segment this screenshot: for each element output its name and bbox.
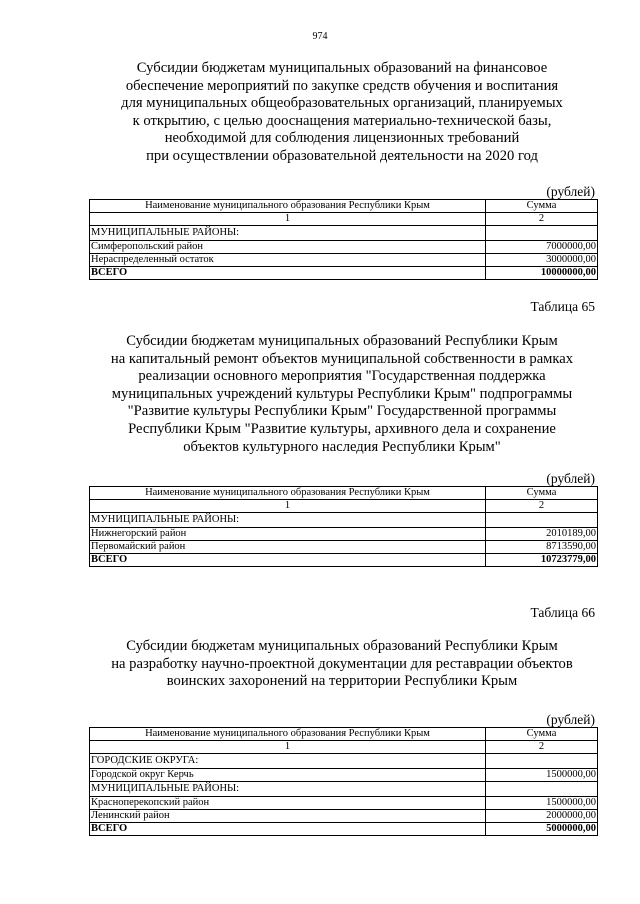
title-line: "Развитие культуры Республики Крым" Государственной программы bbox=[127, 403, 557, 420]
header-row bbox=[90, 487, 598, 500]
row-name: МУНИЦИПАЛЬНЫЕ РАЙОНЫ: bbox=[90, 513, 486, 528]
column-index-1: 1 bbox=[90, 212, 486, 225]
header-row bbox=[90, 199, 598, 212]
row-name: Нижнегорский район bbox=[90, 528, 486, 541]
section-title bbox=[89, 638, 595, 691]
column-index-2: 2 bbox=[486, 740, 598, 753]
table-row bbox=[90, 513, 598, 528]
total-label: ВСЕГО bbox=[90, 266, 486, 279]
title-line: для муниципальных общеобразовательных организаций, планируемых bbox=[121, 95, 563, 112]
row-sum: 7000000,00 bbox=[486, 240, 598, 253]
row-name: Первомайский район bbox=[90, 541, 486, 554]
row-sum: 1500000,00 bbox=[486, 796, 598, 809]
total-row bbox=[90, 266, 598, 279]
total-label: ВСЕГО bbox=[90, 554, 486, 567]
title-line: на капитальный ремонт объектов муниципальной собственности в рамках bbox=[110, 350, 574, 367]
table-row bbox=[90, 528, 598, 541]
table-row bbox=[90, 225, 598, 240]
title-line: к открытию, с целью дооснащения материально-технической базы, bbox=[132, 112, 552, 129]
total-sum: 10723779,00 bbox=[486, 554, 598, 567]
subsidy-section-65 bbox=[89, 299, 595, 567]
total-row bbox=[90, 822, 598, 835]
title-line: муниципальных учреждений культуры Республики Крым" подпрограммы bbox=[111, 385, 573, 402]
unit-label: (рублей) bbox=[546, 471, 595, 487]
index-row bbox=[90, 212, 598, 225]
column-index-1: 1 bbox=[90, 740, 486, 753]
column-header-name: Наименование муниципального образования Республики Крым bbox=[90, 487, 486, 500]
column-header-sum: Сумма bbox=[486, 487, 598, 500]
column-header-sum: Сумма bbox=[486, 727, 598, 740]
section-title bbox=[89, 60, 595, 166]
total-row bbox=[90, 554, 598, 567]
row-name: МУНИЦИПАЛЬНЫЕ РАЙОНЫ: bbox=[90, 781, 486, 796]
row-sum: 3000000,00 bbox=[486, 253, 598, 266]
section-title bbox=[89, 333, 595, 456]
row-name: Ленинский район bbox=[90, 809, 486, 822]
row-name: Нераспределенный остаток bbox=[90, 253, 486, 266]
row-sum: 8713590,00 bbox=[486, 541, 598, 554]
index-row bbox=[90, 740, 598, 753]
row-name: Городской округ Керчь bbox=[90, 768, 486, 781]
title-line: при осуществлении образовательной деятельности на 2020 год bbox=[146, 147, 538, 164]
column-header-sum: Сумма bbox=[486, 199, 598, 212]
row-sum bbox=[486, 513, 598, 528]
row-name: Симферопольский район bbox=[90, 240, 486, 253]
unit-label: (рублей) bbox=[546, 183, 595, 199]
row-name: МУНИЦИПАЛЬНЫЕ РАЙОНЫ: bbox=[90, 225, 486, 240]
column-index-1: 1 bbox=[90, 500, 486, 513]
column-header-name: Наименование муниципального образования Республики Крым bbox=[90, 199, 486, 212]
subsidy-table bbox=[89, 727, 598, 836]
table-label: Таблица 65 bbox=[530, 299, 595, 314]
title-line: воинских захоронений на территории Республики Крым bbox=[166, 673, 518, 690]
table-row bbox=[90, 809, 598, 822]
subsidy-table bbox=[89, 199, 598, 280]
title-line: на разработку научно-проектной документации для реставрации объектов bbox=[111, 655, 573, 672]
index-row bbox=[90, 500, 598, 513]
row-sum: 2010189,00 bbox=[486, 528, 598, 541]
subsidy-table bbox=[89, 486, 598, 567]
subsidy-section-1 bbox=[89, 60, 595, 280]
header-row bbox=[90, 727, 598, 740]
row-sum bbox=[486, 781, 598, 796]
row-sum: 2000000,00 bbox=[486, 809, 598, 822]
total-sum: 5000000,00 bbox=[486, 822, 598, 835]
page-number: 974 bbox=[312, 31, 328, 42]
table-row bbox=[90, 253, 598, 266]
table-row bbox=[90, 240, 598, 253]
total-sum: 10000000,00 bbox=[486, 266, 598, 279]
table-row bbox=[90, 753, 598, 768]
table-row bbox=[90, 781, 598, 796]
title-line: Республики Крым "Развитие культуры, архивного дела и сохранение bbox=[128, 420, 556, 437]
unit-label: (рублей) bbox=[546, 711, 595, 727]
table-label: Таблица 66 bbox=[530, 605, 595, 620]
title-line: Субсидии бюджетам муниципальных образований Республики Крым bbox=[126, 638, 558, 654]
subsidy-section-66 bbox=[89, 605, 595, 836]
title-line: Субсидии бюджетам муниципальных образований Республики Крым bbox=[126, 333, 558, 349]
row-sum bbox=[486, 225, 598, 240]
row-name: ГОРОДСКИЕ ОКРУГА: bbox=[90, 753, 486, 768]
row-name: Красноперекопский район bbox=[90, 796, 486, 809]
title-line: обеспечение мероприятий по закупке средств обучения и воспитания bbox=[125, 77, 559, 94]
total-label: ВСЕГО bbox=[90, 822, 486, 835]
title-line: Субсидии бюджетам муниципальных образований на финансовое bbox=[136, 60, 548, 76]
row-sum: 1500000,00 bbox=[486, 768, 598, 781]
row-sum bbox=[486, 753, 598, 768]
title-line: реализации основного мероприятия "Государственная поддержка bbox=[138, 368, 546, 385]
table-row bbox=[90, 768, 598, 781]
column-index-2: 2 bbox=[486, 212, 598, 225]
column-header-name: Наименование муниципального образования Республики Крым bbox=[90, 727, 486, 740]
column-index-2: 2 bbox=[486, 500, 598, 513]
table-row bbox=[90, 796, 598, 809]
table-row bbox=[90, 541, 598, 554]
title-line: объектов культурного наследия Республики Крым" bbox=[183, 438, 501, 455]
title-line: необходимой для соблюдения лицензионных требований bbox=[164, 130, 520, 147]
